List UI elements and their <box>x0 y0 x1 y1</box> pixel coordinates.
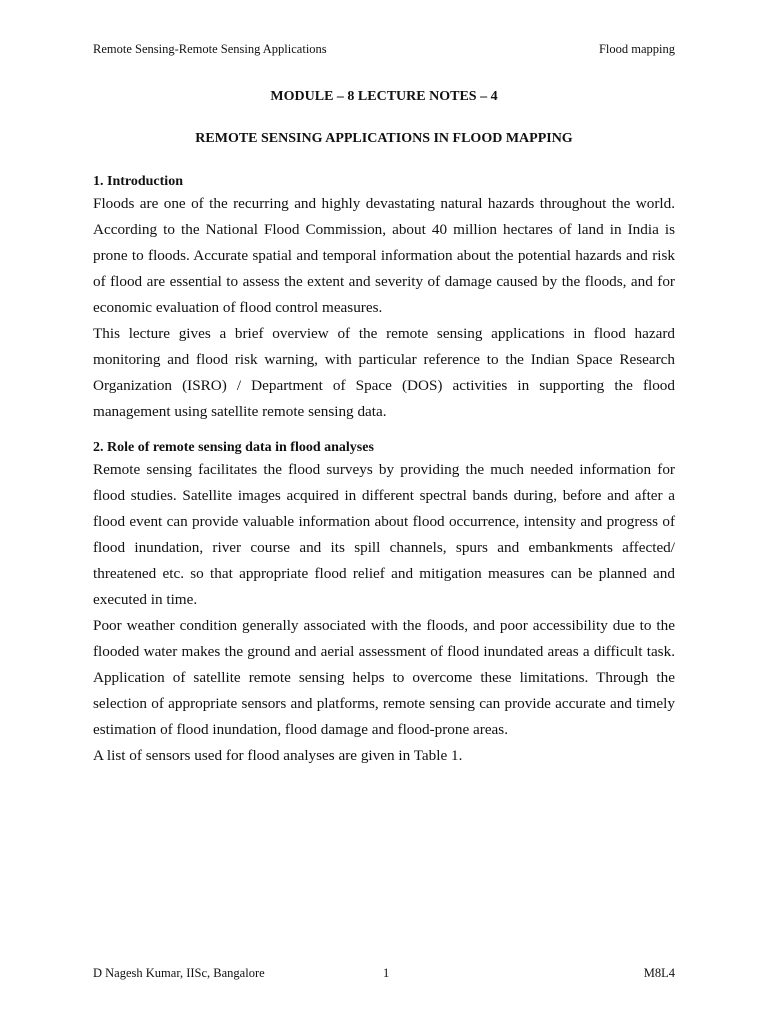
page-number: 1 <box>383 966 390 980</box>
header-course-title: Remote Sensing-Remote Sensing Applications <box>93 42 327 56</box>
paragraph: A list of sensors used for flood analyses are given in Table 1. <box>93 747 463 764</box>
module-title: MODULE – 8 LECTURE NOTES – 4 <box>270 89 498 104</box>
footer-lecture-code: M8L4 <box>643 966 675 980</box>
paragraph: Remote sensing facilitates the flood surveys by providing the much needed information for flood studies. Satellite images acquired in different spectral bands during, before and after a flood event can provide valuable information about flood occurrence, intensity and progress of flood inundation, river course and its spill channels, spurs and embankments affected/ threatened etc. so that appropriate flood relief and mitigation measures can be planned and executed in time. <box>93 461 675 608</box>
main-content <box>93 88 675 769</box>
section-heading-role-of-remote-sensing: 2. Role of remote sensing data in flood analyses <box>93 440 374 455</box>
paragraph: Floods are one of the recurring and highly devastating natural hazards throughout the world. According to the National Flood Commission, about 40 million hectares of land in India is prone to floods. Accurate spatial and temporal information about the potential hazards and risk of flood are essential to assess the extent and severity of damage caused by the floods, and for economic evaluation of flood control measures. <box>93 195 675 316</box>
paragraph: This lecture gives a brief overview of the remote sensing applications in flood hazard monitoring and flood risk warning, with particular reference to the Indian Space Research Organization (ISRO) / Department of Space (DOS) activities in supporting the flood management using satellite remote sensing data. <box>93 325 675 420</box>
page-footer <box>93 966 675 984</box>
lecture-title: REMOTE SENSING APPLICATIONS IN FLOOD MAPPING <box>195 131 573 146</box>
running-header <box>93 42 675 60</box>
paragraph: Poor weather condition generally associated with the floods, and poor accessibility due to the flooded water makes the ground and aerial assessment of flood inundated areas a difficult task. Application of satellite remote sensing helps to overcome these limitations. Through the selection of appropriate sensors and platforms, remote sensing can provide accurate and timely estimation of flood inundation, flood damage and flood-prone areas. <box>93 617 675 738</box>
section-heading-introduction: 1. Introduction <box>93 174 183 189</box>
footer-author: D Nagesh Kumar, IISc, Bangalore <box>93 966 265 980</box>
header-topic: Flood mapping <box>598 42 675 56</box>
